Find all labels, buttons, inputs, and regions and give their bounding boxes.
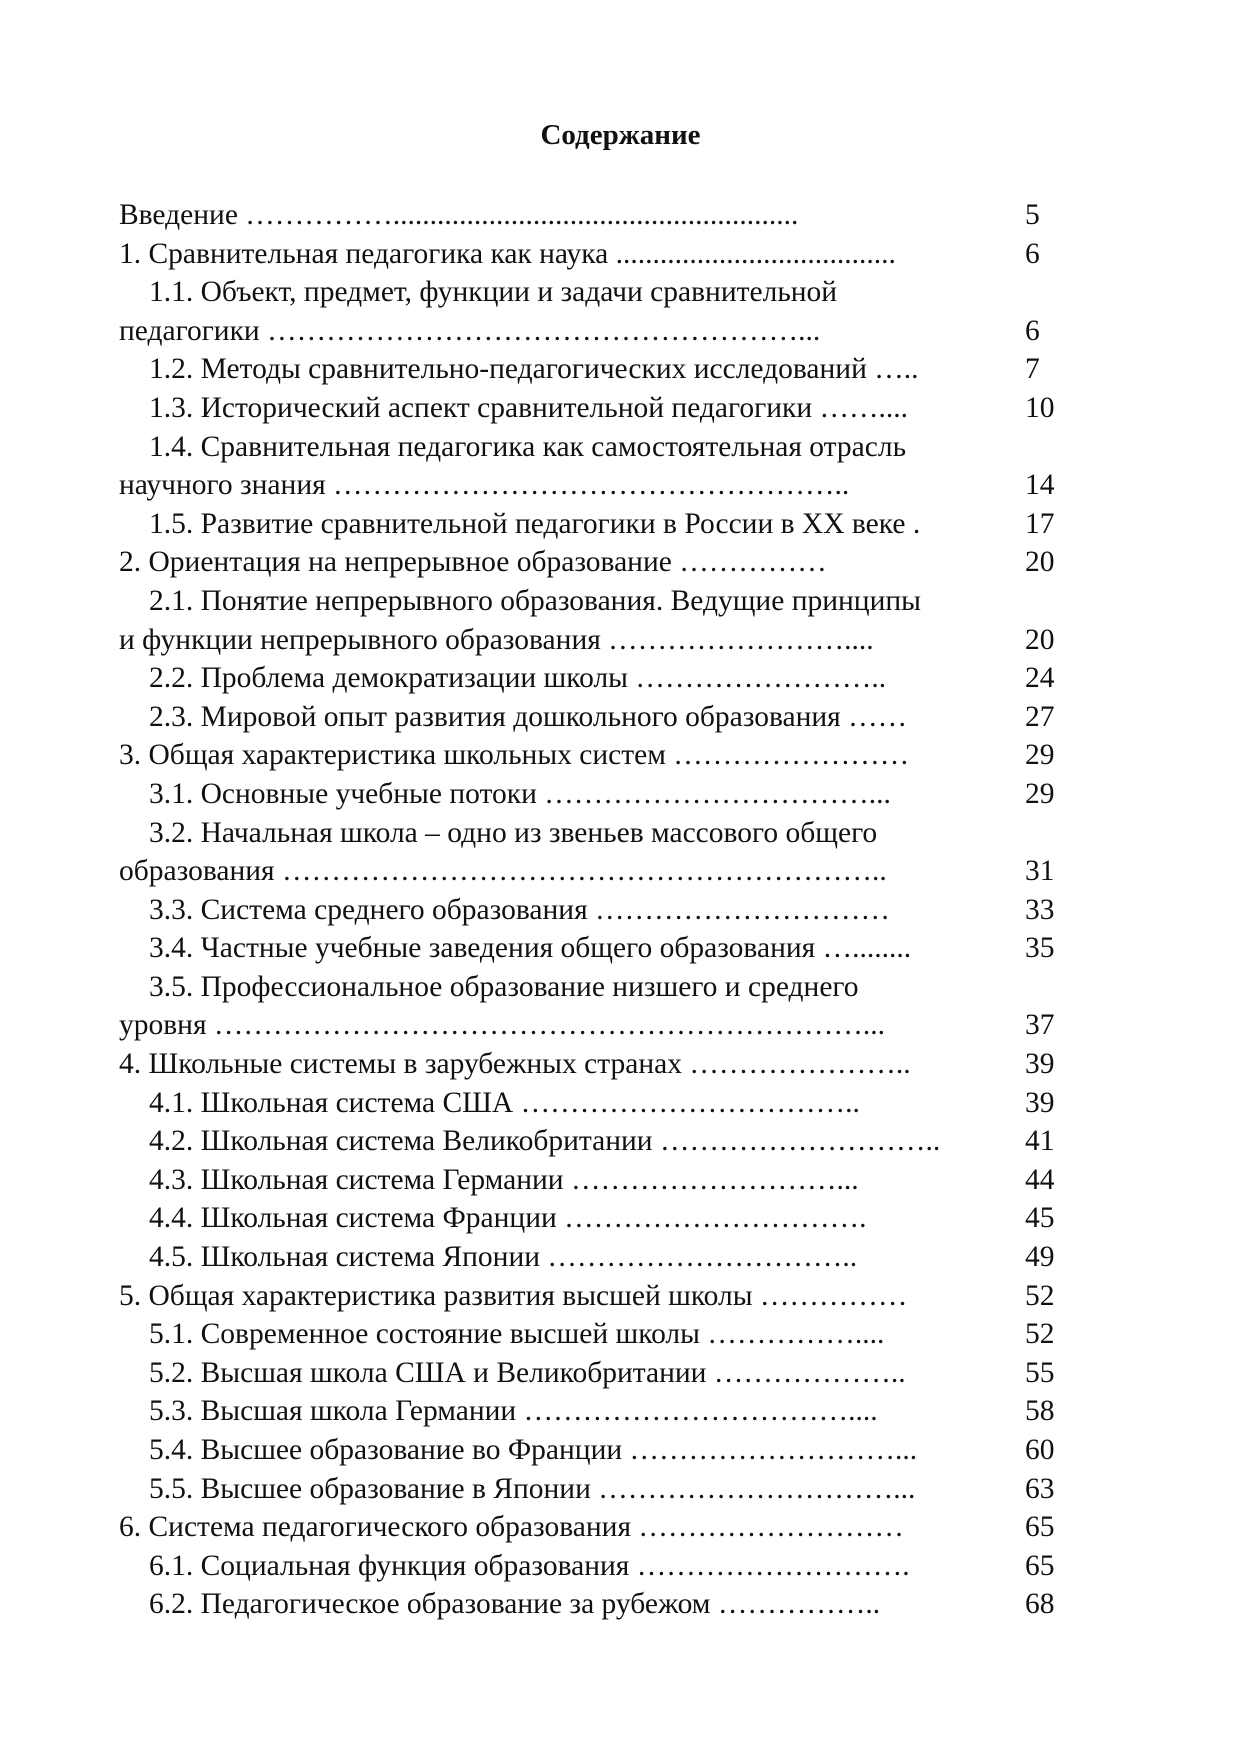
toc-entry-text: 5.5. Высшее образование в Японии …………………………... — [149, 1472, 916, 1505]
toc-entry-text: 1. Сравнительная педагогика как наука ...................................... — [119, 237, 896, 270]
toc-entry — [119, 1315, 1075, 1354]
toc-entry — [119, 505, 1075, 544]
toc-entry-text: 2.3. Мировой опыт развития дошкольного образования …… — [149, 700, 908, 733]
toc-entry — [119, 736, 1075, 775]
toc-entry — [119, 1122, 1075, 1161]
toc-entry-page: 44 — [1025, 1163, 1055, 1196]
toc-entry-text: педагогики ………………………………………………... — [119, 314, 821, 347]
toc-entry — [119, 389, 1075, 428]
toc-entry-text: 5.2. Высшая школа США и Великобритании ……………….. — [149, 1356, 906, 1389]
toc-entry-text: Введение ……………....................................................... — [119, 199, 799, 231]
toc-entry — [119, 659, 1075, 698]
toc-entry — [119, 1392, 1075, 1431]
toc-entry-text: 4.3. Школьная система Германии ………………………... — [149, 1163, 859, 1196]
toc-entry — [119, 775, 1075, 814]
toc-entry — [119, 852, 1075, 891]
toc-entry-text: 2. Ориентация на непрерывное образование …………… — [119, 546, 827, 579]
table-of-contents — [119, 196, 1075, 1624]
toc-entry-text: 4.2. Школьная система Великобритании ……………………….. — [149, 1125, 941, 1158]
toc-entry — [119, 1238, 1075, 1277]
toc-entry-text: 6.2. Педагогическое образование за рубежом …………….. — [149, 1588, 881, 1621]
toc-entry — [119, 312, 1075, 351]
toc-entry-page: 14 — [1025, 469, 1055, 502]
toc-entry-text: 3.5. Профессиональное образование низшего и среднего — [149, 970, 859, 1003]
toc-entry-page: 31 — [1025, 855, 1055, 888]
toc-entry-page: 20 — [1025, 546, 1055, 579]
toc-entry-text: 3.3. Система среднего образования ………………………… — [149, 893, 891, 926]
toc-entry-text: 3.1. Основные учебные потоки ……………………………... — [149, 777, 891, 810]
toc-entry-text: 3. Общая характеристика школьных систем …………………… — [119, 739, 910, 772]
toc-entry — [119, 1277, 1075, 1316]
toc-entry-page: 5 — [1025, 199, 1040, 231]
toc-entry-text: 4.1. Школьная система США …………………………….. — [149, 1086, 860, 1119]
toc-entry-page: 10 — [1025, 391, 1055, 424]
toc-entry — [119, 1431, 1075, 1470]
toc-entry-text: 6.1. Социальная функция образования ………………………. — [149, 1549, 910, 1582]
toc-entry — [119, 814, 1075, 853]
toc-entry-page: 39 — [1025, 1086, 1055, 1119]
toc-entry-text: 6. Система педагогического образования ……………………… — [119, 1511, 904, 1544]
toc-entry — [119, 1084, 1075, 1123]
toc-entry — [119, 543, 1075, 582]
toc-entry-text: 2.1. Понятие непрерывного образования. Ведущие принципы — [149, 584, 921, 617]
toc-entry-page: 63 — [1025, 1472, 1055, 1505]
toc-entry — [119, 929, 1075, 968]
toc-entry-page: 24 — [1025, 662, 1055, 695]
page-title: Содержание — [540, 119, 701, 151]
toc-entry-text: 3.4. Частные учебные заведения общего образования …........ — [149, 932, 912, 965]
toc-entry — [119, 1045, 1075, 1084]
toc-entry — [119, 698, 1075, 737]
toc-entry-page: 37 — [1025, 1009, 1055, 1042]
toc-entry-page: 17 — [1025, 507, 1055, 540]
toc-entry-page: 55 — [1025, 1356, 1055, 1389]
toc-entry-page: 39 — [1025, 1048, 1055, 1081]
toc-entry — [119, 1547, 1075, 1586]
toc-entry-text: и функции непрерывного образования …………………….... — [119, 623, 874, 656]
toc-entry-text: 1.5. Развитие сравнительной педагогики в России в XX веке . — [149, 507, 921, 540]
toc-entry-page: 49 — [1025, 1241, 1055, 1274]
toc-entry-text: 1.4. Сравнительная педагогика как самостоятельная отрасль — [149, 430, 907, 463]
toc-entry-page: 60 — [1025, 1434, 1055, 1466]
toc-entry-page: 65 — [1025, 1549, 1055, 1582]
toc-entry — [119, 1161, 1075, 1200]
toc-entry — [119, 196, 1075, 235]
toc-entry — [119, 1199, 1075, 1238]
toc-entry-page: 27 — [1025, 700, 1055, 733]
toc-entry-text: 5.3. Высшая школа Германии …………………………….... — [149, 1395, 878, 1428]
toc-entry-text: научного знания …………………………………………….. — [119, 469, 850, 502]
toc-entry — [119, 582, 1075, 621]
toc-entry — [119, 428, 1075, 467]
toc-entry-text: уровня …………………………………………………………... — [119, 1009, 886, 1042]
toc-entry — [119, 273, 1075, 312]
toc-entry — [119, 466, 1075, 505]
toc-entry-text: 3.2. Начальная школа – одно из звеньев массового общего — [149, 816, 878, 849]
toc-entry-page: 58 — [1025, 1395, 1055, 1428]
toc-entry — [119, 1585, 1075, 1624]
toc-entry-text: 5. Общая характеристика развития высшей школы …………… — [119, 1279, 908, 1312]
toc-entry — [119, 621, 1075, 660]
toc-entry-page: 52 — [1025, 1318, 1055, 1351]
toc-entry — [119, 891, 1075, 930]
toc-entry-page: 7 — [1025, 353, 1040, 386]
toc-entry-text: 4.4. Школьная система Франции …………………………. — [149, 1202, 867, 1235]
toc-entry-page: 52 — [1025, 1279, 1055, 1312]
toc-entry-page: 65 — [1025, 1511, 1055, 1544]
toc-entry — [119, 1006, 1075, 1045]
toc-entry-text: 2.2. Проблема демократизации школы …………………….. — [149, 662, 887, 695]
toc-entry-text: 1.1. Объект, предмет, функции и задачи сравнительной — [149, 276, 838, 309]
toc-entry-text: 5.4. Высшее образование во Франции ………………………... — [149, 1434, 918, 1466]
toc-entry-text: 1.3. Исторический аспект сравнительной педагогики …….... — [149, 391, 909, 424]
toc-entry-page: 6 — [1025, 237, 1040, 270]
toc-entry-page: 20 — [1025, 623, 1055, 656]
toc-entry-text: 1.2. Методы сравнительно-педагогических исследований ….. — [149, 353, 919, 386]
toc-entry-page: 29 — [1025, 739, 1055, 772]
toc-entry-text: 5.1. Современное состояние высшей школы …………….... — [149, 1318, 885, 1351]
toc-entry-text: 4.5. Школьная система Японии ………………………….. — [149, 1241, 858, 1274]
toc-entry-text: 4. Школьные системы в зарубежных странах ………………….. — [119, 1048, 911, 1081]
toc-entry — [119, 1508, 1075, 1547]
toc-entry-page: 68 — [1025, 1588, 1055, 1621]
toc-entry — [119, 1354, 1075, 1393]
toc-entry-page: 6 — [1025, 314, 1040, 347]
toc-entry-page: 45 — [1025, 1202, 1055, 1235]
toc-entry-page: 33 — [1025, 893, 1055, 926]
toc-entry — [119, 350, 1075, 389]
toc-entry — [119, 968, 1075, 1007]
toc-entry — [119, 235, 1075, 274]
toc-entry — [119, 1470, 1075, 1509]
toc-entry-page: 41 — [1025, 1125, 1055, 1158]
toc-entry-page: 29 — [1025, 777, 1055, 810]
toc-entry-text: образования …………………………………………………….. — [119, 855, 887, 888]
toc-entry-page: 35 — [1025, 932, 1055, 965]
